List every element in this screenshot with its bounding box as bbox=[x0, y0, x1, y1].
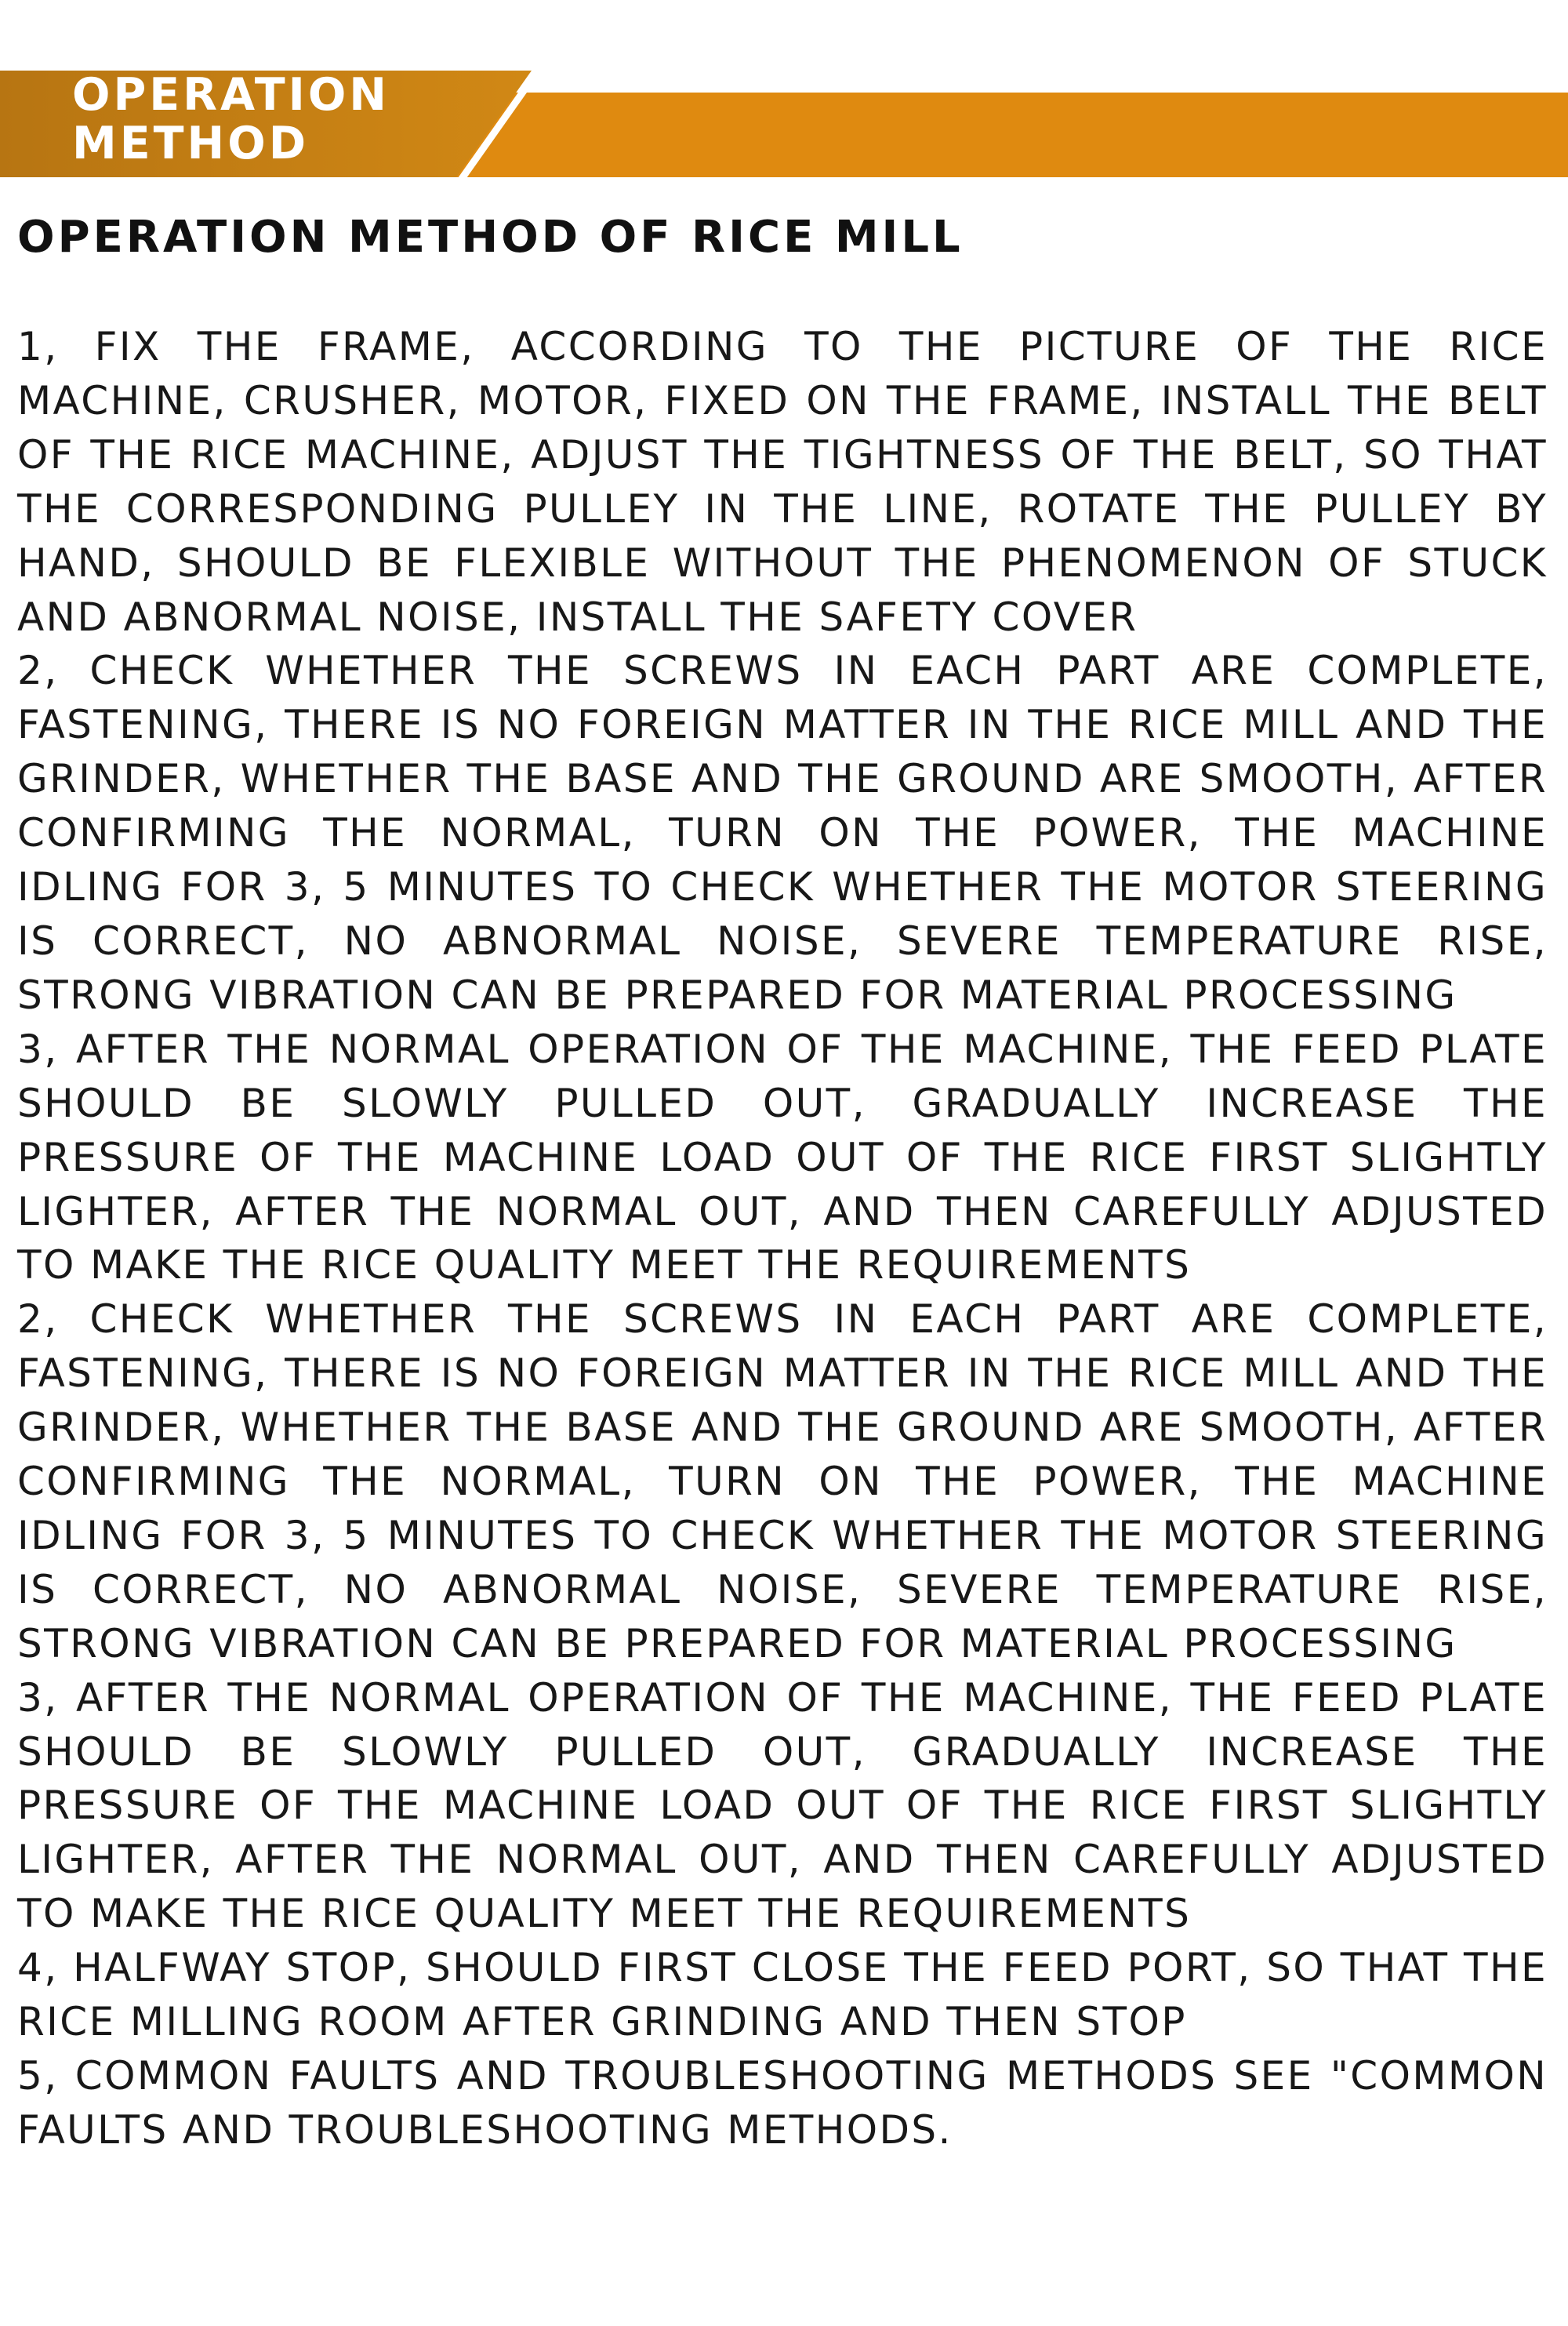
instruction-paragraph: 3, AFTER THE NORMAL OPERATION OF THE MACHINE, THE FEED PLATE SHOULD BE SLOWLY PULLED OUT, GRADUALLY INCREASE THE PRESSURE OF THE MACHINE LOAD OUT OF THE RICE FIRST SLIGHTLY LIGHTER, AFTER THE NORMAL OUT, AND THEN CAREFULLY ADJUSTED TO MAKE THE RICE QUALITY MEET THE REQUIREMENTS bbox=[17, 1026, 1548, 1288]
section-header-bar bbox=[0, 0, 1568, 185]
section-header-label bbox=[72, 71, 390, 168]
instruction-paragraph: 4, HALFWAY STOP, SHOULD FIRST CLOSE THE FEED PORT, SO THAT THE RICE MILLING ROOM AFTER GRINDING AND THEN STOP bbox=[17, 1945, 1548, 2045]
instruction-paragraph: 2, CHECK WHETHER THE SCREWS IN EACH PART ARE COMPLETE, FASTENING, THERE IS NO FOREIGN MATTER IN THE RICE MILL AND THE GRINDER, WHETHER THE BASE AND THE GROUND ARE SMOOTH, AFTER CONFIRMING THE NORMAL, TURN ON THE POWER, THE MACHINE IDLING FOR 3, 5 MINUTES TO CHECK WHETHER THE MOTOR STEERING IS CORRECT, NO ABNORMAL NOISE, SEVERE TEMPERATURE RISE, STRONG VIBRATION CAN BE PREPARED FOR MATERIAL PROCESSING bbox=[17, 1296, 1548, 1666]
instruction-paragraph: 5, COMMON FAULTS AND TROUBLESHOOTING METHODS SEE "COMMON FAULTS AND TROUBLESHOOTING METHODS. bbox=[17, 2053, 1548, 2153]
header-label-line-2: METHOD bbox=[72, 118, 310, 169]
orange-bar bbox=[439, 93, 1568, 177]
instructions-body bbox=[17, 320, 1548, 2157]
header-label-line-1: OPERATION bbox=[72, 69, 390, 121]
instruction-paragraph: 1, FIX THE FRAME, ACCORDING TO THE PICTURE OF THE RICE MACHINE, CRUSHER, MOTOR, FIXED ON THE FRAME, INSTALL THE BELT OF THE RICE MACHINE, ADJUST THE TIGHTNESS OF THE BELT, SO THAT THE CORRESPONDING PULLEY IN THE LINE, ROTATE THE PULLEY BY HAND, SHOULD BE FLEXIBLE WITHOUT THE PHENOMENON OF STUCK AND ABNORMAL NOISE, INSTALL THE SAFETY COVER bbox=[17, 324, 1548, 640]
page-title: OPERATION METHOD OF RICE MILL bbox=[17, 212, 964, 263]
instruction-paragraph: 2, CHECK WHETHER THE SCREWS IN EACH PART ARE COMPLETE, FASTENING, THERE IS NO FOREIGN MATTER IN THE RICE MILL AND THE GRINDER, WHETHER THE BASE AND THE GROUND ARE SMOOTH, AFTER CONFIRMING THE NORMAL, TURN ON THE POWER, THE MACHINE IDLING FOR 3, 5 MINUTES TO CHECK WHETHER THE MOTOR STEERING IS CORRECT, NO ABNORMAL NOISE, SEVERE TEMPERATURE RISE, STRONG VIBRATION CAN BE PREPARED FOR MATERIAL PROCESSING bbox=[17, 648, 1548, 1018]
instruction-paragraph: 3, AFTER THE NORMAL OPERATION OF THE MACHINE, THE FEED PLATE SHOULD BE SLOWLY PULLED OUT, GRADUALLY INCREASE THE PRESSURE OF THE MACHINE LOAD OUT OF THE RICE FIRST SLIGHTLY LIGHTER, AFTER THE NORMAL OUT, AND THEN CAREFULLY ADJUSTED TO MAKE THE RICE QUALITY MEET THE REQUIREMENTS bbox=[17, 1674, 1548, 1937]
